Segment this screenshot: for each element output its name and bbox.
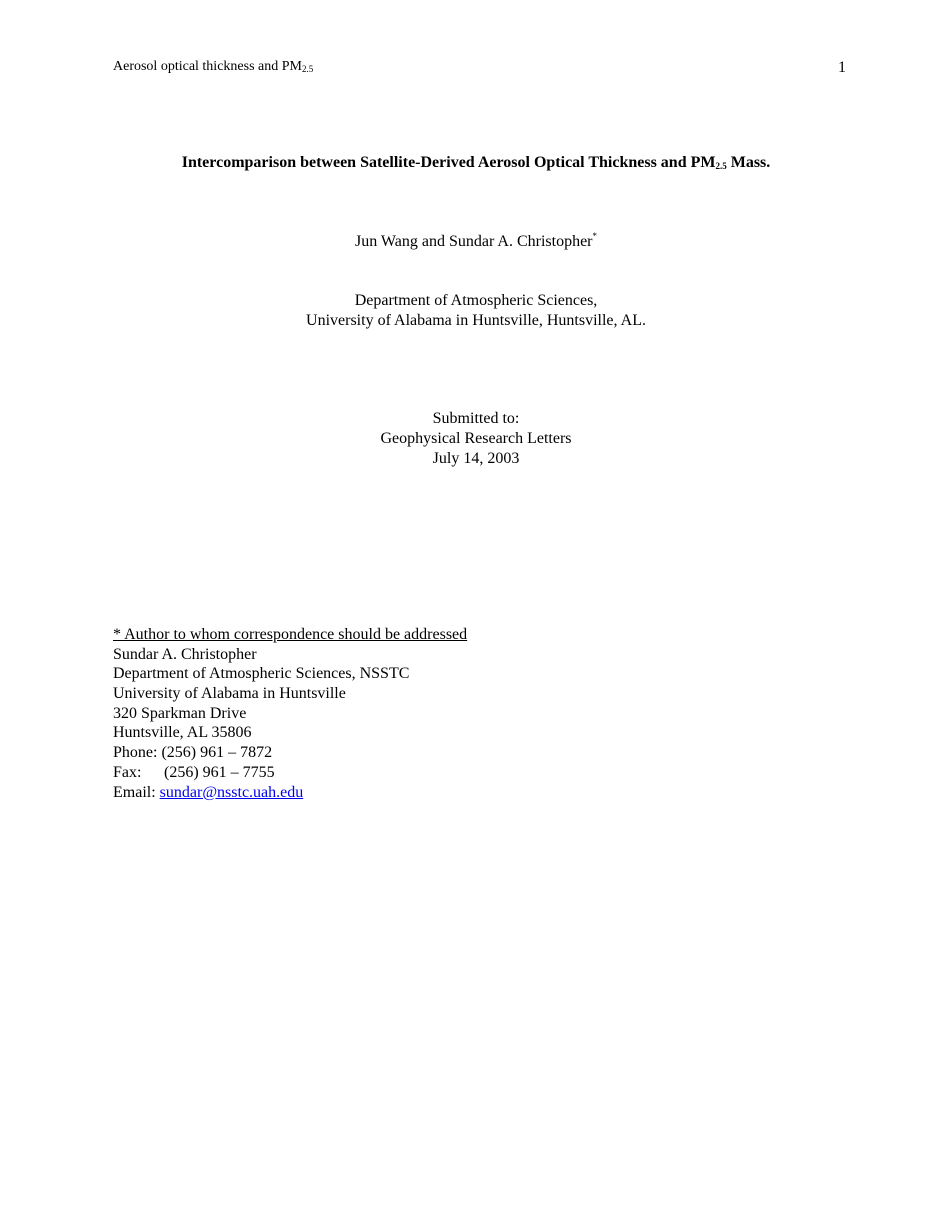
- running-head-subscript: 2.5: [301, 64, 314, 74]
- author-names: Jun Wang and Sundar A. Christopher: [354, 233, 593, 250]
- email-link[interactable]: sundar@nsstc.uah.edu: [159, 783, 304, 801]
- contact-email: [113, 783, 467, 803]
- title-end: Mass.: [726, 154, 771, 171]
- contact-university: University of Alabama in Huntsville: [113, 685, 346, 703]
- affiliation-line: Department of Atmospheric Sciences,: [354, 292, 598, 309]
- fax-label: Fax:: [113, 763, 142, 781]
- contact-fax: [113, 763, 467, 783]
- title-main: Intercomparison between Satellite-Derived Aerosol Optical Thickness and PM: [181, 154, 716, 171]
- page-number: 1: [838, 59, 846, 76]
- contact-department: Department of Atmospheric Sciences, NSSTC: [113, 665, 410, 683]
- author-line: [60, 232, 892, 252]
- contact-street: 320 Sparkman Drive: [113, 704, 247, 722]
- submission-info: [60, 409, 892, 469]
- title-subscript: 2.5: [715, 161, 727, 171]
- running-head: [113, 58, 313, 76]
- affiliation: [60, 291, 892, 331]
- affiliation-line: University of Alabama in Huntsville, Huntsville, AL.: [306, 312, 646, 329]
- running-head-text: Aerosol optical thickness and PM: [113, 59, 302, 74]
- contact-phone: Phone: (256) 961 – 7872: [113, 744, 273, 762]
- fax-number: (256) 961 – 7755: [164, 763, 275, 781]
- submission-label: Submitted to:: [432, 410, 520, 427]
- contact-city: Huntsville, AL 35806: [113, 724, 252, 742]
- correspondence-block: [113, 625, 467, 802]
- paper-title: [60, 153, 892, 173]
- corresponding-author-marker: *: [592, 231, 597, 241]
- email-label: Email:: [113, 783, 160, 801]
- contact-name: Sundar A. Christopher: [113, 645, 257, 663]
- submission-date: July 14, 2003: [432, 450, 520, 467]
- correspondence-heading: * Author to whom correspondence should be addressed: [113, 626, 468, 643]
- journal-name: Geophysical Research Letters: [380, 430, 572, 447]
